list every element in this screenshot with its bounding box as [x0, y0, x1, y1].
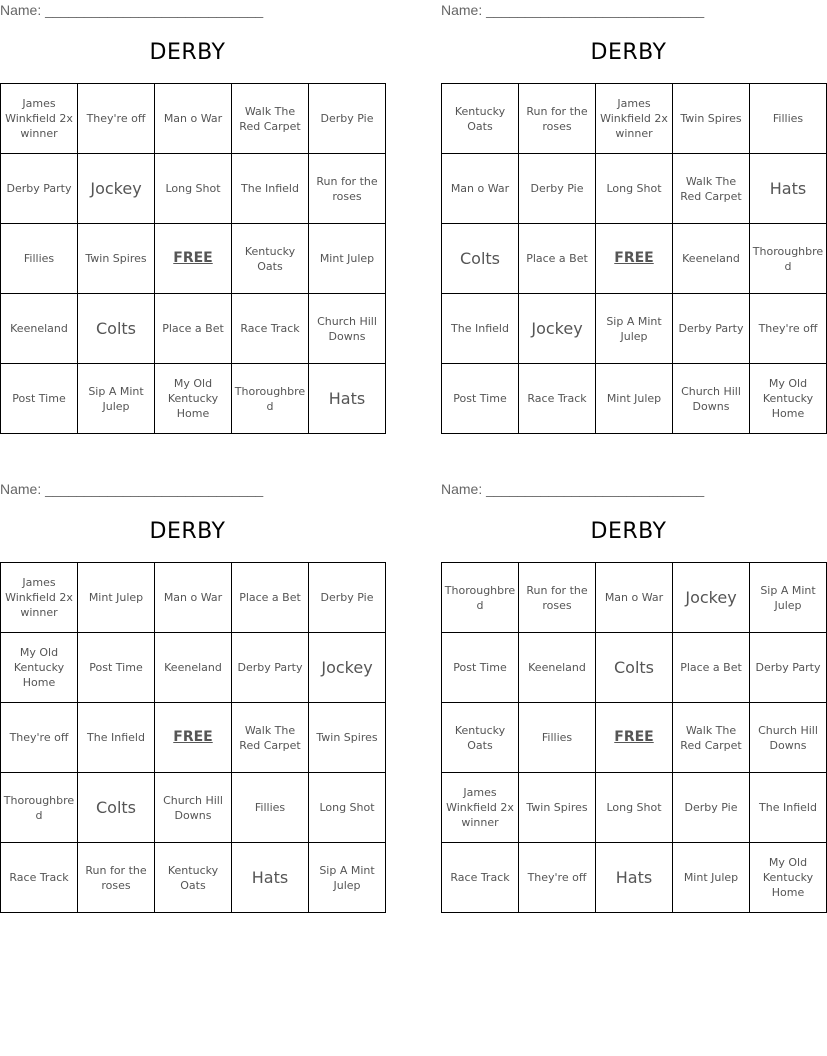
bingo-cell: My Old Kentucky Home	[750, 364, 827, 434]
bingo-cell: Church Hill Downs	[309, 294, 386, 364]
bingo-cell: Man o War	[596, 563, 673, 633]
bingo-cell: Sip A Mint Julep	[309, 843, 386, 913]
grid-row	[442, 633, 827, 703]
bingo-cell: The Infield	[442, 294, 519, 364]
grid-row	[1, 154, 386, 224]
bingo-cell: Mint Julep	[309, 224, 386, 294]
bingo-cell: Twin Spires	[78, 224, 155, 294]
bingo-cell: Post Time	[1, 364, 78, 434]
bingo-cell: Race Track	[442, 843, 519, 913]
free-space-cell: FREE	[596, 703, 673, 773]
bingo-cell: Fillies	[1, 224, 78, 294]
bingo-cell: Post Time	[442, 633, 519, 703]
bingo-grid	[0, 562, 386, 913]
grid-row	[442, 563, 827, 633]
bingo-cell: Kentucky Oats	[155, 843, 232, 913]
bingo-cell: Jockey	[673, 563, 750, 633]
bingo-cell: My Old Kentucky Home	[155, 364, 232, 434]
bingo-cell: Fillies	[519, 703, 596, 773]
card-title: DERBY	[149, 40, 226, 65]
bingo-cell: They're off	[519, 843, 596, 913]
name-line: Name: ____________________________	[0, 481, 264, 497]
bingo-cell: Man o War	[155, 84, 232, 154]
bingo-cell: Derby Party	[232, 633, 309, 703]
bingo-cell: Run for the roses	[78, 843, 155, 913]
bingo-cell: Church Hill Downs	[750, 703, 827, 773]
bingo-cell: Hats	[232, 843, 309, 913]
grid-row	[1, 224, 386, 294]
bingo-grid	[0, 83, 386, 434]
bingo-cell: Twin Spires	[309, 703, 386, 773]
bingo-cell: Run for the roses	[519, 563, 596, 633]
bingo-cell: Derby Pie	[309, 84, 386, 154]
bingo-cell: Colts	[78, 773, 155, 843]
bingo-cell: Keeneland	[155, 633, 232, 703]
bingo-cell: Fillies	[232, 773, 309, 843]
bingo-cell: My Old Kentucky Home	[750, 843, 827, 913]
bingo-cell: Sip A Mint Julep	[750, 563, 827, 633]
bingo-cell: Race Track	[1, 843, 78, 913]
bingo-grid	[441, 83, 827, 434]
bingo-cell: James Winkfield 2x winner	[1, 84, 78, 154]
card-title: DERBY	[590, 40, 667, 65]
name-line: Name: ____________________________	[0, 2, 264, 18]
grid-row	[1, 294, 386, 364]
bingo-cell: James Winkfield 2x winner	[442, 773, 519, 843]
bingo-cell: Mint Julep	[78, 563, 155, 633]
bingo-cell: Thoroughbred	[442, 563, 519, 633]
bingo-cell: Place a Bet	[232, 563, 309, 633]
bingo-cell: Keeneland	[519, 633, 596, 703]
bingo-cell: Twin Spires	[519, 773, 596, 843]
free-space-cell: FREE	[155, 703, 232, 773]
bingo-cell: Walk The Red Carpet	[232, 84, 309, 154]
bingo-cell: Derby Pie	[519, 154, 596, 224]
grid-row	[442, 294, 827, 364]
bingo-cell: Run for the roses	[519, 84, 596, 154]
bingo-cell: The Infield	[750, 773, 827, 843]
bingo-cell: Derby Party	[750, 633, 827, 703]
grid-row	[1, 633, 386, 703]
bingo-cell: Walk The Red Carpet	[673, 154, 750, 224]
bingo-cell: Twin Spires	[673, 84, 750, 154]
bingo-cell: Derby Pie	[309, 563, 386, 633]
bingo-cell: Church Hill Downs	[673, 364, 750, 434]
bingo-card-4	[441, 479, 821, 911]
bingo-cell: Long Shot	[309, 773, 386, 843]
bingo-cell: Run for the roses	[309, 154, 386, 224]
bingo-cell: Keeneland	[673, 224, 750, 294]
grid-row	[1, 843, 386, 913]
bingo-cell: Kentucky Oats	[442, 84, 519, 154]
bingo-cell: Long Shot	[596, 773, 673, 843]
name-line: Name: ____________________________	[441, 2, 705, 18]
bingo-cell: Race Track	[519, 364, 596, 434]
grid-row	[1, 84, 386, 154]
grid-row	[1, 773, 386, 843]
card-title: DERBY	[149, 519, 226, 544]
bingo-cell: Place a Bet	[155, 294, 232, 364]
grid-row	[442, 154, 827, 224]
bingo-cell: Thoroughbred	[232, 364, 309, 434]
bingo-cell: Keeneland	[1, 294, 78, 364]
bingo-cell: Hats	[309, 364, 386, 434]
bingo-cell: Colts	[78, 294, 155, 364]
bingo-cell: Place a Bet	[519, 224, 596, 294]
bingo-cell: Man o War	[155, 563, 232, 633]
bingo-cell: Derby Party	[1, 154, 78, 224]
bingo-cell: Derby Pie	[673, 773, 750, 843]
bingo-cell: Sip A Mint Julep	[78, 364, 155, 434]
bingo-cell: Long Shot	[155, 154, 232, 224]
bingo-cell: Derby Party	[673, 294, 750, 364]
grid-row	[1, 563, 386, 633]
grid-row	[442, 703, 827, 773]
bingo-cell: Man o War	[442, 154, 519, 224]
free-space-cell: FREE	[596, 224, 673, 294]
bingo-cell: Kentucky Oats	[442, 703, 519, 773]
bingo-cell: They're off	[78, 84, 155, 154]
card-title: DERBY	[590, 519, 667, 544]
bingo-cell: Kentucky Oats	[232, 224, 309, 294]
bingo-cell: James Winkfield 2x winner	[1, 563, 78, 633]
bingo-cell: Walk The Red Carpet	[673, 703, 750, 773]
bingo-cell: Mint Julep	[673, 843, 750, 913]
bingo-cell: My Old Kentucky Home	[1, 633, 78, 703]
bingo-cell: Colts	[596, 633, 673, 703]
bingo-cell: Church Hill Downs	[155, 773, 232, 843]
bingo-cell: Thoroughbred	[750, 224, 827, 294]
bingo-card-1	[0, 0, 378, 432]
bingo-cell: The Infield	[232, 154, 309, 224]
grid-row	[442, 843, 827, 913]
bingo-cell: Walk The Red Carpet	[232, 703, 309, 773]
bingo-cell: Post Time	[78, 633, 155, 703]
bingo-cell: Jockey	[309, 633, 386, 703]
bingo-cell: Fillies	[750, 84, 827, 154]
name-line: Name: ____________________________	[441, 481, 705, 497]
bingo-cell: They're off	[1, 703, 78, 773]
bingo-cell: Post Time	[442, 364, 519, 434]
bingo-cell: Race Track	[232, 294, 309, 364]
grid-row	[442, 84, 827, 154]
bingo-cell: Colts	[442, 224, 519, 294]
bingo-cell: Mint Julep	[596, 364, 673, 434]
bingo-cell: James Winkfield 2x winner	[596, 84, 673, 154]
grid-row	[1, 364, 386, 434]
bingo-cell: Jockey	[78, 154, 155, 224]
grid-row	[442, 364, 827, 434]
bingo-cell: Hats	[750, 154, 827, 224]
bingo-card-2	[441, 0, 824, 432]
bingo-cell: The Infield	[78, 703, 155, 773]
bingo-cell: Sip A Mint Julep	[596, 294, 673, 364]
bingo-cell: Long Shot	[596, 154, 673, 224]
bingo-grid	[441, 562, 827, 913]
bingo-cell: They're off	[750, 294, 827, 364]
bingo-cell: Jockey	[519, 294, 596, 364]
free-space-cell: FREE	[155, 224, 232, 294]
bingo-cell: Place a Bet	[673, 633, 750, 703]
grid-row	[1, 703, 386, 773]
bingo-cell: Thoroughbred	[1, 773, 78, 843]
bingo-card-3	[0, 479, 378, 911]
grid-row	[442, 773, 827, 843]
bingo-cell: Hats	[596, 843, 673, 913]
grid-row	[442, 224, 827, 294]
